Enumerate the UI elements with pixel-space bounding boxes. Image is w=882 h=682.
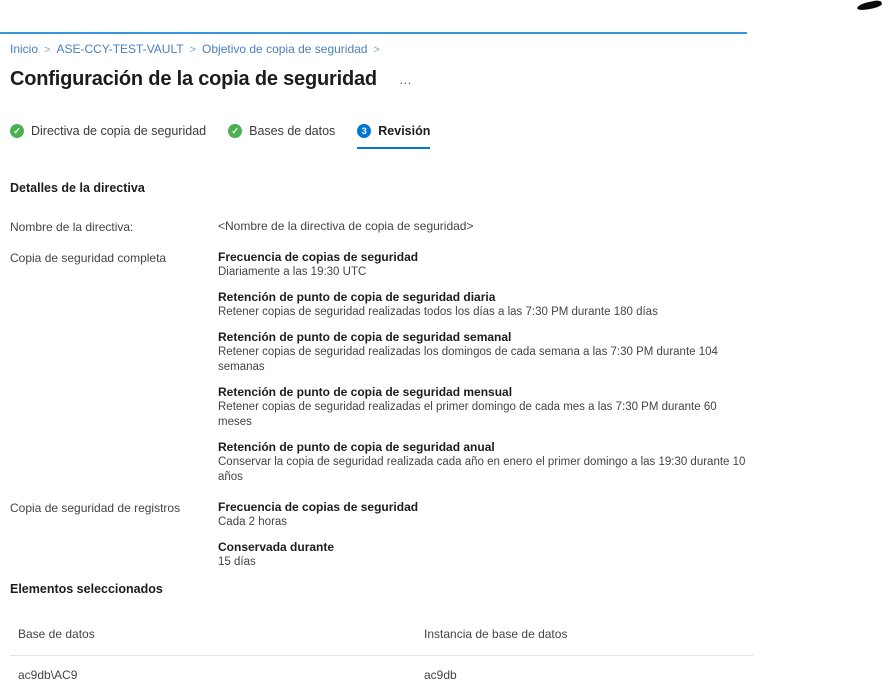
breadcrumb-vault[interactable]: ASE-CCY-TEST-VAULT: [56, 42, 184, 56]
tab-label: Revisión: [378, 124, 431, 138]
breadcrumb-separator: >: [373, 44, 380, 56]
group-title: Retención de punto de copia de seguridad anual: [218, 440, 495, 454]
yearly-retention-group: [218, 440, 753, 485]
policy-name-label: Nombre de la directiva:: [10, 220, 134, 234]
breadcrumb-separator: >: [44, 44, 51, 56]
full-backup-label: Copia de seguridad completa: [10, 251, 167, 265]
title-row: [10, 66, 753, 92]
group-desc: 15 días: [218, 556, 256, 568]
check-circle-icon: ✓: [10, 124, 24, 138]
backup-frequency-group: [218, 250, 753, 280]
group-title: Frecuencia de copias de seguridad: [218, 250, 419, 264]
full-backup-row: [10, 250, 753, 485]
group-desc: Retener copias de seguridad realizadas el primer domingo de cada mes a las 7:30 PM durante 60 meses: [218, 401, 717, 428]
wizard-steps: [10, 124, 753, 149]
policy-name-value: <Nombre de la directiva de copia de seguridad>: [218, 219, 474, 233]
group-desc: Retener copias de seguridad realizadas los domingos de cada semana a las 7:30 PM durante 104 semanas: [218, 346, 718, 373]
group-title: Conservada durante: [218, 540, 335, 554]
selected-items-table: [10, 617, 753, 682]
check-circle-icon: ✓: [228, 124, 242, 138]
group-desc: Cada 2 horas: [218, 516, 288, 528]
log-backup-details: [218, 500, 753, 570]
weekly-retention-group: [218, 330, 753, 375]
page-title: Configuración de la copia de seguridad: [10, 68, 377, 90]
group-title: Retención de punto de copia de seguridad semanal: [218, 330, 512, 344]
window-top-border: [0, 32, 747, 34]
table-header-row: [10, 617, 753, 655]
monthly-retention-group: [218, 385, 753, 430]
full-backup-details: [218, 250, 753, 485]
group-title: Frecuencia de copias de seguridad: [218, 500, 419, 514]
group-title: Retención de punto de copia de seguridad diaria: [218, 290, 496, 304]
section-heading-selected-items: Elementos seleccionados: [10, 582, 163, 596]
group-desc: Conservar la copia de seguridad realizada cada año en enero el primer domingo a las 19:30 durante 10 años: [218, 456, 746, 483]
step-3-badge-icon: 3: [357, 124, 371, 138]
breadcrumb: [10, 42, 753, 57]
cell-database: ac9db\AC9: [18, 668, 78, 682]
log-retention-group: [218, 540, 753, 570]
group-desc: Retener copias de seguridad realizadas todos los días a las 7:30 PM durante 180 días: [218, 306, 658, 318]
policy-name-row: [10, 219, 753, 235]
tab-label: Bases de datos: [249, 124, 336, 138]
group-title: Retención de punto de copia de seguridad mensual: [218, 385, 513, 399]
section-heading-policy-details: Detalles de la directiva: [10, 181, 145, 195]
daily-retention-group: [218, 290, 753, 320]
tab-backup-policy[interactable]: [10, 124, 206, 149]
tab-review[interactable]: [357, 124, 430, 149]
log-backup-label: Copia de seguridad de registros: [10, 501, 181, 515]
column-header-instance: Instancia de base de datos: [424, 627, 568, 641]
breadcrumb-inicio[interactable]: Inicio: [10, 42, 39, 56]
group-desc: Diariamente a las 19:30 UTC: [218, 266, 367, 278]
log-frequency-group: [218, 500, 753, 530]
tab-databases[interactable]: [228, 124, 335, 149]
breadcrumb-backup-goal[interactable]: Objetivo de copia de seguridad: [202, 42, 368, 56]
column-header-database: Base de datos: [18, 627, 95, 641]
more-button[interactable]: …: [395, 71, 416, 88]
main-content: [10, 42, 753, 682]
pen-annotation: [857, 0, 882, 12]
log-backup-row: [10, 500, 753, 570]
breadcrumb-separator: >: [189, 44, 197, 56]
cell-instance: ac9db: [424, 668, 457, 682]
table-row[interactable]: [10, 656, 753, 682]
tab-label: Directiva de copia de seguridad: [31, 124, 207, 138]
